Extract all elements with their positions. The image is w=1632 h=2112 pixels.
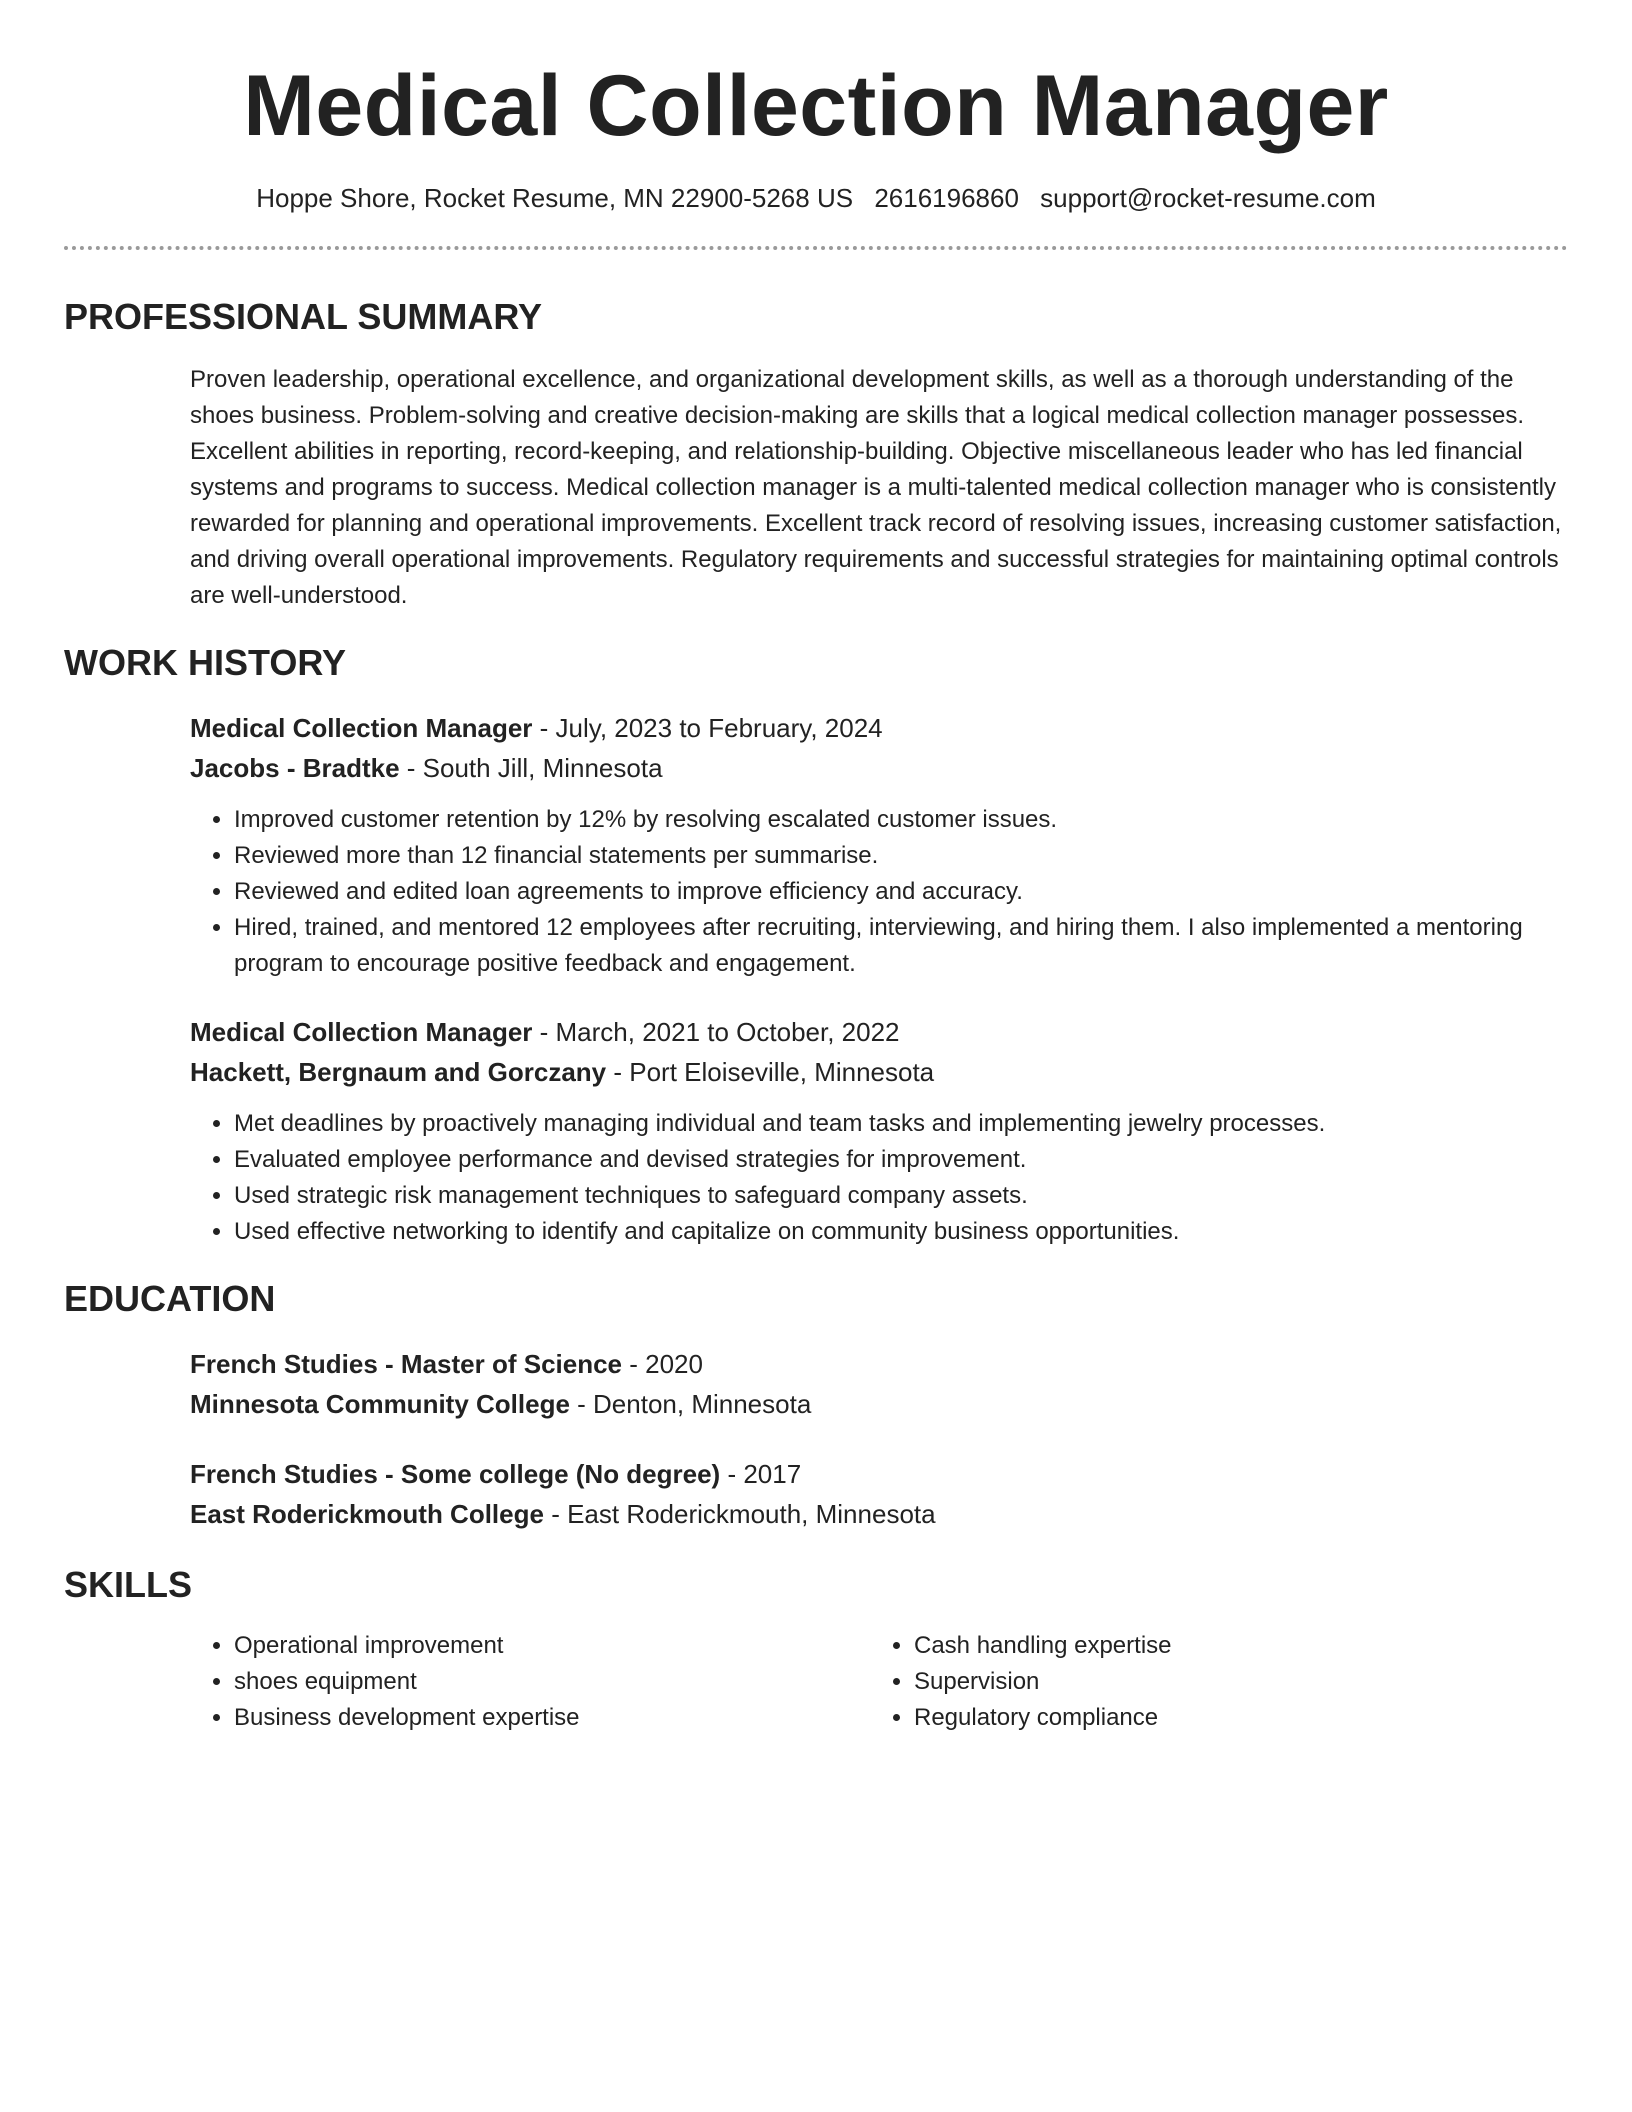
job-bullet: • Reviewed and edited loan agreements to improve efficiency and accuracy. [234, 874, 1568, 910]
contact-email: support@rocket-resume.com [1040, 183, 1376, 213]
job-bullet: • Hired, trained, and mentored 12 employees after recruiting, interviewing, and hiring them. I also implemented a mentoring program to encourage positive feedback and engagement. [234, 910, 1568, 982]
school-line [190, 1494, 1568, 1534]
contact-address: Hoppe Shore, Rocket Resume, MN 22900-5268 US [256, 183, 854, 213]
job-bullet: • Used effective networking to identify and capitalize on community business opportunities. [234, 1214, 1568, 1250]
school-location: - Denton, Minnesota [569, 1389, 812, 1419]
work-entry [190, 1012, 1568, 1250]
job-bullet: • Evaluated employee performance and devised strategies for improvement. [234, 1142, 1568, 1178]
skills-column-right [870, 1628, 1550, 1736]
job-bullet: • Reviewed more than 12 financial statements per summarise. [234, 838, 1568, 874]
education-entry [190, 1344, 1568, 1424]
summary-text: Proven leadership, operational excellence, and organizational development skills, as well as a thorough understanding of the shoes business. Problem-solving and creative decision-making are skills that a logical medical collection manager possesses. Excellent abilities in reporting, record-keeping, and relationship-building. Objective miscellaneous leader who has led financial systems and programs to success. Medical collection manager is a multi-talented medical collection manager who is consistently rewarded for planning and operational improvements. Excellent track record of resolving issues, increasing customer satisfaction, and driving overall operational improvements. Regulatory requirements and successful strategies for maintaining optimal controls are well-understood. [190, 366, 1562, 609]
job-role: Medical Collection Manager [190, 1017, 533, 1047]
job-dates: - July, 2023 to February, 2024 [532, 713, 883, 743]
job-location: - South Jill, Minnesota [399, 753, 663, 783]
degree-line [190, 1344, 1568, 1384]
section-title-skills: SKILLS [64, 1564, 193, 1605]
job-bullet: • Met deadlines by proactively managing individual and team tasks and implementing jewelry processes. [234, 1106, 1568, 1142]
job-location: - Port Eloiseville, Minnesota [606, 1057, 935, 1087]
degree-year: - 2017 [720, 1459, 802, 1489]
skill-item: • Operational improvement [234, 1628, 870, 1664]
skills-column-left [190, 1628, 870, 1736]
school-line [190, 1384, 1568, 1424]
skill-item: • Regulatory compliance [914, 1700, 1550, 1736]
section-title-education: EDUCATION [64, 1278, 276, 1319]
degree: French Studies - Master of Science [190, 1349, 623, 1379]
job-company: Jacobs - Bradtke [190, 753, 400, 783]
work-entry [190, 708, 1568, 982]
job-bullet: • Improved customer retention by 12% by resolving escalated customer issues. [234, 802, 1568, 838]
school: Minnesota Community College [190, 1389, 570, 1419]
section-title-summary: PROFESSIONAL SUMMARY [64, 296, 543, 337]
skills-grid [190, 1628, 1568, 1736]
skill-item: • Cash handling expertise [914, 1628, 1550, 1664]
job-company-line [190, 1052, 1568, 1092]
contact-info [64, 180, 1568, 216]
job-bullet: • Used strategic risk management techniques to safeguard company assets. [234, 1178, 1568, 1214]
skill-item: • Business development expertise [234, 1700, 870, 1736]
skill-item: • shoes equipment [234, 1664, 870, 1700]
job-role: Medical Collection Manager [190, 713, 533, 743]
job-bullets [190, 802, 1568, 982]
degree-year: - 2020 [622, 1349, 703, 1379]
job-company: Hackett, Bergnaum and Gorczany [190, 1057, 607, 1087]
job-title-line [190, 1012, 1568, 1052]
job-company-line [190, 748, 1568, 788]
skill-item: • Supervision [914, 1664, 1550, 1700]
job-title-line [190, 708, 1568, 748]
job-bullets [190, 1106, 1568, 1250]
job-dates: - March, 2021 to October, 2022 [532, 1017, 900, 1047]
degree-line [190, 1454, 1568, 1494]
resume-name: Medical Collection Manager [243, 58, 1389, 154]
school-location: - East Roderickmouth, Minnesota [543, 1499, 936, 1529]
contact-phone: 2616196860 [874, 183, 1019, 213]
degree: French Studies - Some college (No degree) [190, 1459, 721, 1489]
education-entry [190, 1454, 1568, 1534]
section-title-work-history: WORK HISTORY [64, 642, 347, 683]
header-divider [64, 246, 1568, 250]
school: East Roderickmouth College [190, 1499, 544, 1529]
